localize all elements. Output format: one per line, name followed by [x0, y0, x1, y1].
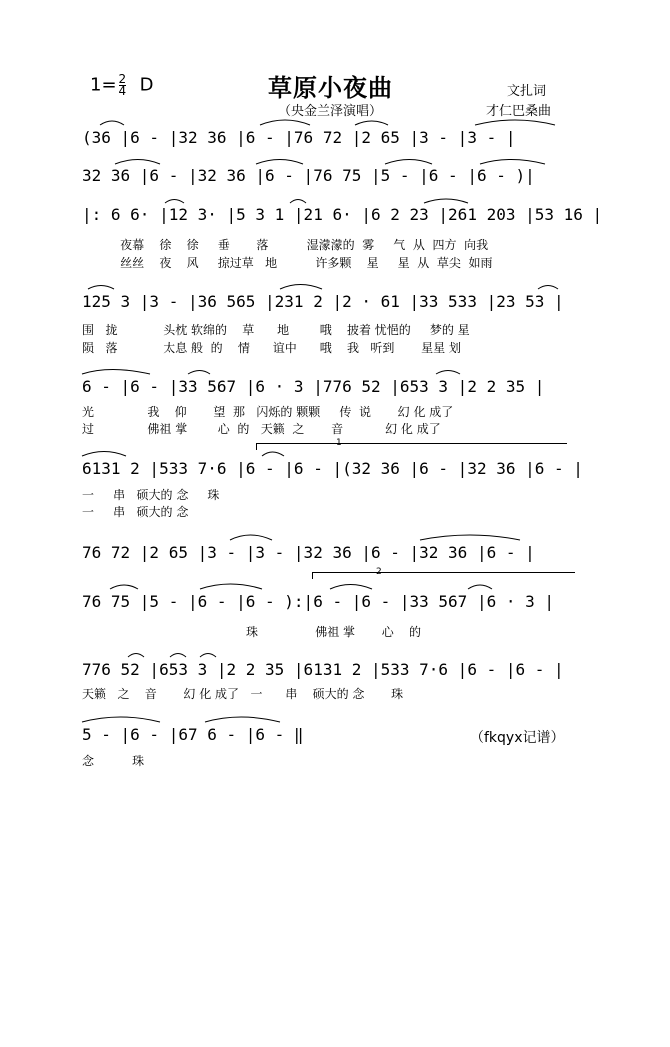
key-name: D — [139, 74, 154, 96]
lyric-line-3b: 丝丝 夜 风 掠过草 地 许多颗 星 星 从 草尖 如雨 — [82, 256, 493, 270]
key-prefix: 1= — [90, 74, 117, 96]
lyric-line-9: 天籁 之 音 幻 化 成了 一 串 硕大的 念 珠 — [82, 687, 404, 701]
transcriber-credit: （fkqyx记谱） — [470, 730, 565, 746]
lyricist-credit: 文扎词 — [507, 84, 547, 99]
composer-credit: 才仁巴桑曲 — [486, 104, 552, 119]
score-line-9: 776 52 |653 3 |2 2 35 |6131 2 |533 7·6 |6 - |6 - | — [82, 660, 564, 679]
score-line-3: |: 6 6· |12 3· |5 3 1 |21 6· |6 2 23 |261 203 |53 16 | — [82, 205, 603, 224]
time-top: 2 — [118, 72, 127, 86]
lyric-line-4b: 陨 落 太息 般 的 情 谊中 哦 我 听到 星星 划 — [82, 341, 461, 355]
performer-note: （央金兰泽演唱） — [278, 104, 383, 119]
score-line-5: 6 - |6 - |33 567 |6 · 3 |776 52 |653 3 |2 2 35 | — [82, 377, 545, 396]
time-bottom: 4 — [118, 84, 127, 98]
score-line-6: 6131 2 |533 7·6 |6 - |6 - |(32 36 |6 - |32 36 |6 - | — [82, 459, 583, 478]
lyric-line-10: 念 珠 — [82, 754, 145, 768]
score-line-10: 5 - |6 - |67 6 - |6 - ‖ — [82, 725, 304, 744]
score-line-7: 76 72 |2 65 |3 - |3 - |32 36 |6 - |32 36 |6 - | — [82, 543, 535, 562]
score-line-1: (36 |6 - |32 36 |6 - |76 72 |2 65 |3 - |3 - | — [82, 128, 516, 147]
score-line-2: 32 36 |6 - |32 36 |6 - |76 75 |5 - |6 - |6 - )| — [82, 166, 535, 185]
song-title: 草原小夜曲 — [268, 74, 393, 102]
score-line-8: 76 75 |5 - |6 - |6 - ):|6 - |6 - |33 567 |6 · 3 | — [82, 592, 555, 611]
lyric-line-5a: 光 我 仰 望 那 闪烁的 颗颗 传 说 幻 化 成了 — [82, 405, 454, 419]
lyric-line-4a: 围 拢 头枕 软绵的 草 地 哦 披着 忧悒的 梦的 星 — [82, 323, 470, 337]
lyric-line-6b: 一 串 硕大的 念 — [82, 505, 189, 519]
score-line-4: 125 3 |3 - |36 565 |231 2 |2 · 61 |33 533 |23 53 | — [82, 292, 564, 311]
lyric-line-6a: 一 串 硕大的 念 珠 — [82, 488, 220, 502]
first-ending-number: 1 — [336, 438, 342, 448]
lyric-line-5b: 过 佛祖 掌 心 的 天籁 之 音 幻 化 成了 — [82, 422, 441, 436]
second-ending-number: 2 — [376, 567, 382, 577]
lyric-line-3a: 夜幕 徐 徐 垂 落 湿濛濛的 雾 气 从 四方 向我 — [82, 238, 489, 252]
lyric-line-8: 珠 佛祖 掌 心 的 — [82, 625, 422, 639]
